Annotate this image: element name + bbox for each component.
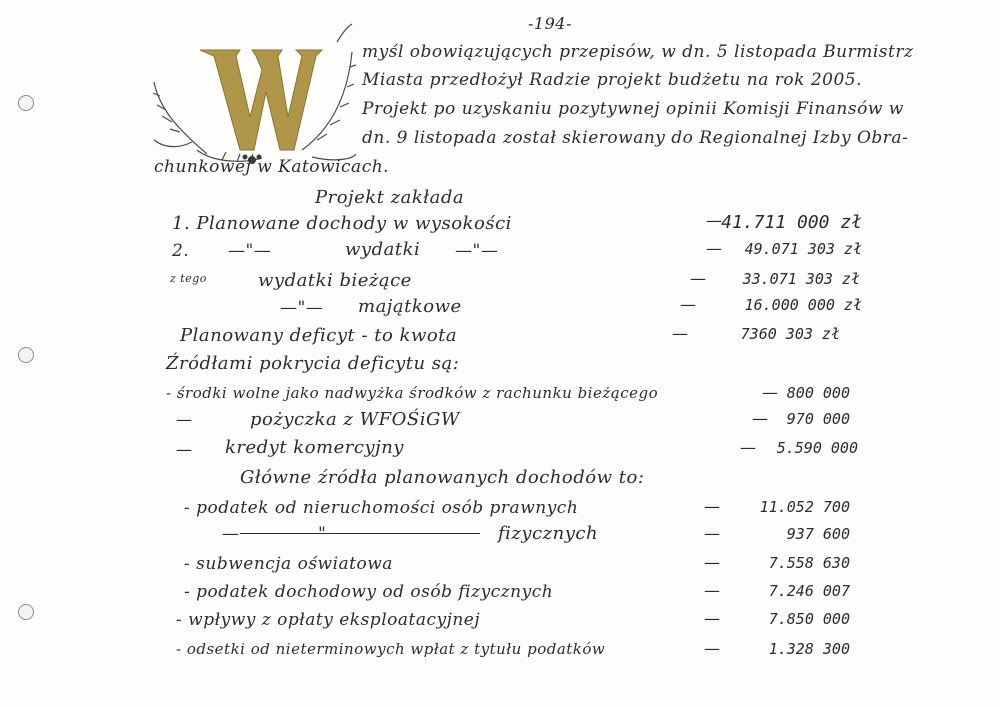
main-row-5-dash: — (704, 609, 720, 628)
main-row-3-amount: 7.558 630 (768, 554, 850, 572)
binder-hole-icon (18, 95, 34, 111)
binder-hole-icon (18, 347, 34, 363)
main-row-6-dash: — (704, 639, 720, 658)
source-row-3-amount: 5.590 000 (776, 439, 858, 457)
initial-letter (240, 62, 242, 63)
source-row-2-dash: — (176, 410, 192, 429)
current-expenses-label: wydatki bieżące (258, 270, 412, 291)
main-row-2-dash: — (704, 524, 720, 543)
intro-line-3: Projekt po uzyskaniu pozytywnej opinii Komisji Finansów w (362, 99, 904, 119)
main-row-6-amount: 1.328 300 (768, 640, 850, 658)
main-row-5-label: - wpływy z opłaty eksploatacyjnej (176, 610, 481, 630)
main-row-3-dash: — (704, 553, 720, 572)
ditto-underline (240, 533, 480, 534)
property-expenses-amount: 16.000 000 zł (744, 296, 862, 314)
main-row-1-amount: 11.052 700 (759, 498, 850, 516)
property-ditto: —"— (280, 298, 324, 318)
main-sources-title: Główne źródła planowanych dochodów to: (240, 467, 645, 488)
source-row-1-dash: — (762, 383, 778, 402)
source-row-1-amount: 800 000 (786, 384, 850, 402)
source-row-2-label: pożyczka z WFOŚiGW (250, 409, 460, 430)
plan-item-1-label: 1. Planowane dochody w wysokości (172, 213, 512, 234)
main-row-2-amount: 937 600 (786, 525, 850, 543)
source-row-3-dash: — (176, 440, 192, 459)
section-title: Projekt zakłada (315, 187, 465, 208)
intro-line-2: Miasta przedłożył Radzie projekt budżetu na rok 2005. (362, 70, 863, 90)
binder-hole-icon (18, 604, 34, 620)
deficit-amount: 7360 303 zł (740, 325, 840, 343)
sources-title: Źródłami pokrycia deficytu są: (166, 353, 460, 374)
z-tego-label: z tego (170, 272, 207, 285)
plan-item-2-num: 2. (172, 241, 190, 261)
main-row-2-ditto-line: — (222, 524, 240, 544)
main-row-2-label: fizycznych (498, 523, 599, 544)
intro-line-1: myśl obowiązujących przepisów, w dn. 5 listopada Burmistrz (362, 42, 914, 62)
decorative-initial-w (152, 22, 356, 172)
main-row-4-label: - podatek dochodowy od osób fizycznych (184, 582, 554, 602)
main-row-2-ditto-mark: " (318, 524, 327, 544)
property-expenses-dash: — (680, 295, 696, 314)
main-row-3-label: - subwencja oświatowa (184, 554, 393, 574)
main-row-6-label: - odsetki od nieterminowych wpłat z tytułu podatków (176, 640, 606, 658)
source-row-3-label: kredyt komercyjny (225, 437, 404, 458)
page-number: -194- (528, 14, 572, 33)
deficit-dash: — (672, 324, 688, 343)
source-row-2-amount: 970 000 (786, 410, 850, 428)
source-row-2-dash-right: — (752, 409, 768, 428)
intro-line-5: chunkowej w Katowicach. (154, 157, 390, 177)
plan-item-2-ditto-2: —"— (455, 241, 499, 261)
plan-item-2-label: wydatki (345, 239, 421, 260)
main-row-4-dash: — (704, 581, 720, 600)
main-row-1-label: - podatek od nieruchomości osób prawnych (184, 498, 579, 518)
deficit-label: Planowany deficyt - to kwota (180, 325, 458, 346)
intro-line-4: dn. 9 listopada został skierowany do Regionalnej Izby Obra- (362, 128, 909, 148)
main-row-5-amount: 7.850 000 (768, 610, 850, 628)
current-expenses-amount: 33.071 303 zł (742, 270, 860, 288)
current-expenses-dash: — (690, 269, 706, 288)
main-row-4-amount: 7.246 007 (768, 582, 850, 600)
plan-item-2-amount: 49.071 303 zł (744, 240, 862, 258)
source-row-1-label: - środki wolne jako nadwyżka środków z rachunku bieżącego (166, 384, 659, 402)
plan-item-2-ditto-1: —"— (228, 241, 272, 261)
property-expenses-label: majątkowe (358, 296, 462, 317)
plan-item-1-dash: — (706, 211, 722, 230)
plan-item-2-dash: — (706, 239, 722, 258)
main-row-1-dash: — (704, 497, 720, 516)
source-row-3-dash-right: — (740, 438, 756, 457)
plan-item-1-amount: 41.711 000 zł (721, 212, 862, 233)
